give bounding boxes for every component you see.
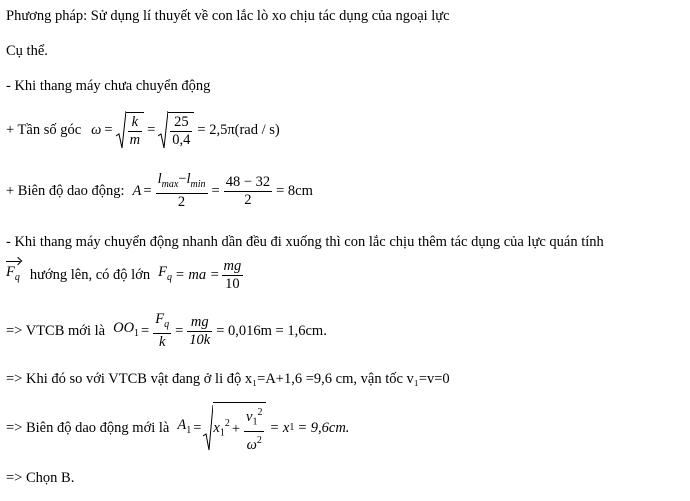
subscript-1: 1 <box>252 416 258 428</box>
mg-over-10 <box>222 258 244 293</box>
new-equilibrium-label: => VTCB mới là <box>6 323 106 339</box>
mg-numerator: mg <box>187 314 212 332</box>
minus-sign: − <box>178 171 187 188</box>
denominator-2: 2 <box>244 191 252 208</box>
equals-sign: = <box>193 420 202 436</box>
oo1 <box>113 320 139 342</box>
equals-sign: = <box>143 183 152 199</box>
new-amplitude-label: => Biên độ dao động mới là <box>6 420 170 436</box>
amplitude-result: = 8cm <box>276 183 313 199</box>
force-fq <box>158 264 172 286</box>
omega-result: = 2,5π(rad / s) <box>197 122 280 138</box>
line-new-equilibrium <box>6 310 327 352</box>
line-displacement-velocity: => Khi đó so với VTCB vật đang ở li độ x₁=A+1,6 =9,6 cm, vận tốc v₁=v=0 <box>6 371 450 387</box>
line-angular-frequency <box>6 108 280 152</box>
line-inertial-force <box>6 255 245 295</box>
line-specific: Cụ thể. <box>6 43 48 59</box>
lmin-symbol: l <box>186 171 191 188</box>
inertial-force-vector <box>6 264 20 286</box>
amplitude-symbol: A <box>132 183 142 199</box>
q-subscript: q <box>164 318 170 330</box>
q-subscript: q <box>14 271 20 283</box>
v-letter: v <box>246 409 253 426</box>
equals-sign: = <box>141 323 150 339</box>
x1-squared <box>213 416 229 442</box>
oo-letters: OO <box>113 320 135 337</box>
denominator-04: 0,4 <box>172 131 191 148</box>
mg-over-10k <box>187 314 212 349</box>
q-subscript: q <box>166 271 172 283</box>
equals-sign: = <box>211 183 220 199</box>
subscript-1: 1 <box>219 427 225 439</box>
equals-sign: = <box>104 122 113 138</box>
amplitude-letter: A <box>177 417 187 434</box>
line-new-amplitude <box>6 402 349 454</box>
direction-magnitude-text: hướng lên, có độ lớn <box>29 267 151 283</box>
angular-frequency-label: + Tần số góc <box>6 122 82 138</box>
line-elevator-accelerating: - Khi thang máy chuyển động nhanh dần đều đi xuống thì con lắc chịu thêm tác dụng của lực quán tính <box>6 234 604 250</box>
numerator-48-32: 48 − 32 <box>225 173 271 190</box>
equals-sign: = <box>147 122 156 138</box>
k-numerator: k <box>128 114 142 132</box>
amplitude-label: + Biên độ dao động: <box>6 183 125 199</box>
force-letter: F <box>158 264 167 281</box>
ma-expression: = ma = <box>174 267 220 283</box>
fq-over-k <box>153 311 171 351</box>
superscript-2: 2 <box>257 407 263 419</box>
lmax-lmin-fraction <box>156 171 208 211</box>
force-letter: F <box>155 311 165 328</box>
sqrt-25-over-04 <box>158 110 194 150</box>
line-method: Phương pháp: Sử dụng lí thuyết về con lắc lò xo chịu tác dụng của ngoại lực <box>6 8 450 24</box>
omega-letter: ω <box>246 436 257 453</box>
denominator-10: 10 <box>225 275 240 292</box>
a1-result: = 9,6cm. <box>297 420 350 436</box>
sqrt-amplitude: $x_1^2$ + $\frac{v_1^2}{\omega^2}$ <box>203 402 266 454</box>
mg-numerator: mg <box>223 257 242 274</box>
subscript-1: 1 <box>289 422 295 433</box>
superscript-2: 2 <box>256 434 262 446</box>
subscript-1: 1 <box>134 327 140 339</box>
numerator-25: 25 <box>170 114 192 132</box>
force-letter: F <box>6 264 15 281</box>
a1-equals-x: = x <box>269 420 290 436</box>
k-denominator: k <box>158 333 166 350</box>
lmax-symbol: l <box>157 171 162 188</box>
lmin-subscript: min <box>190 178 206 190</box>
superscript-2: 2 <box>224 418 230 430</box>
equals-sign: = <box>175 323 184 339</box>
omega-symbol: ω <box>91 122 102 138</box>
numeric-fraction <box>224 174 272 209</box>
line-elevator-at-rest: - Khi thang máy chưa chuyển động <box>6 78 211 94</box>
x-letter: x <box>213 419 220 436</box>
10k-denominator: 10k <box>189 331 211 348</box>
subscript-1: 1 <box>186 424 192 436</box>
denominator-2: 2 <box>177 193 186 210</box>
lmax-subscript: max <box>161 178 179 190</box>
sqrt-k-over-m <box>116 110 144 150</box>
oo1-result: = 0,016m = 1,6cm. <box>216 323 327 339</box>
line-choose-answer: => Chọn B. <box>6 470 75 486</box>
line-amplitude <box>6 170 313 212</box>
v1-over-omega <box>244 404 264 454</box>
m-denominator: m <box>129 131 141 148</box>
a1-symbol <box>177 417 191 439</box>
